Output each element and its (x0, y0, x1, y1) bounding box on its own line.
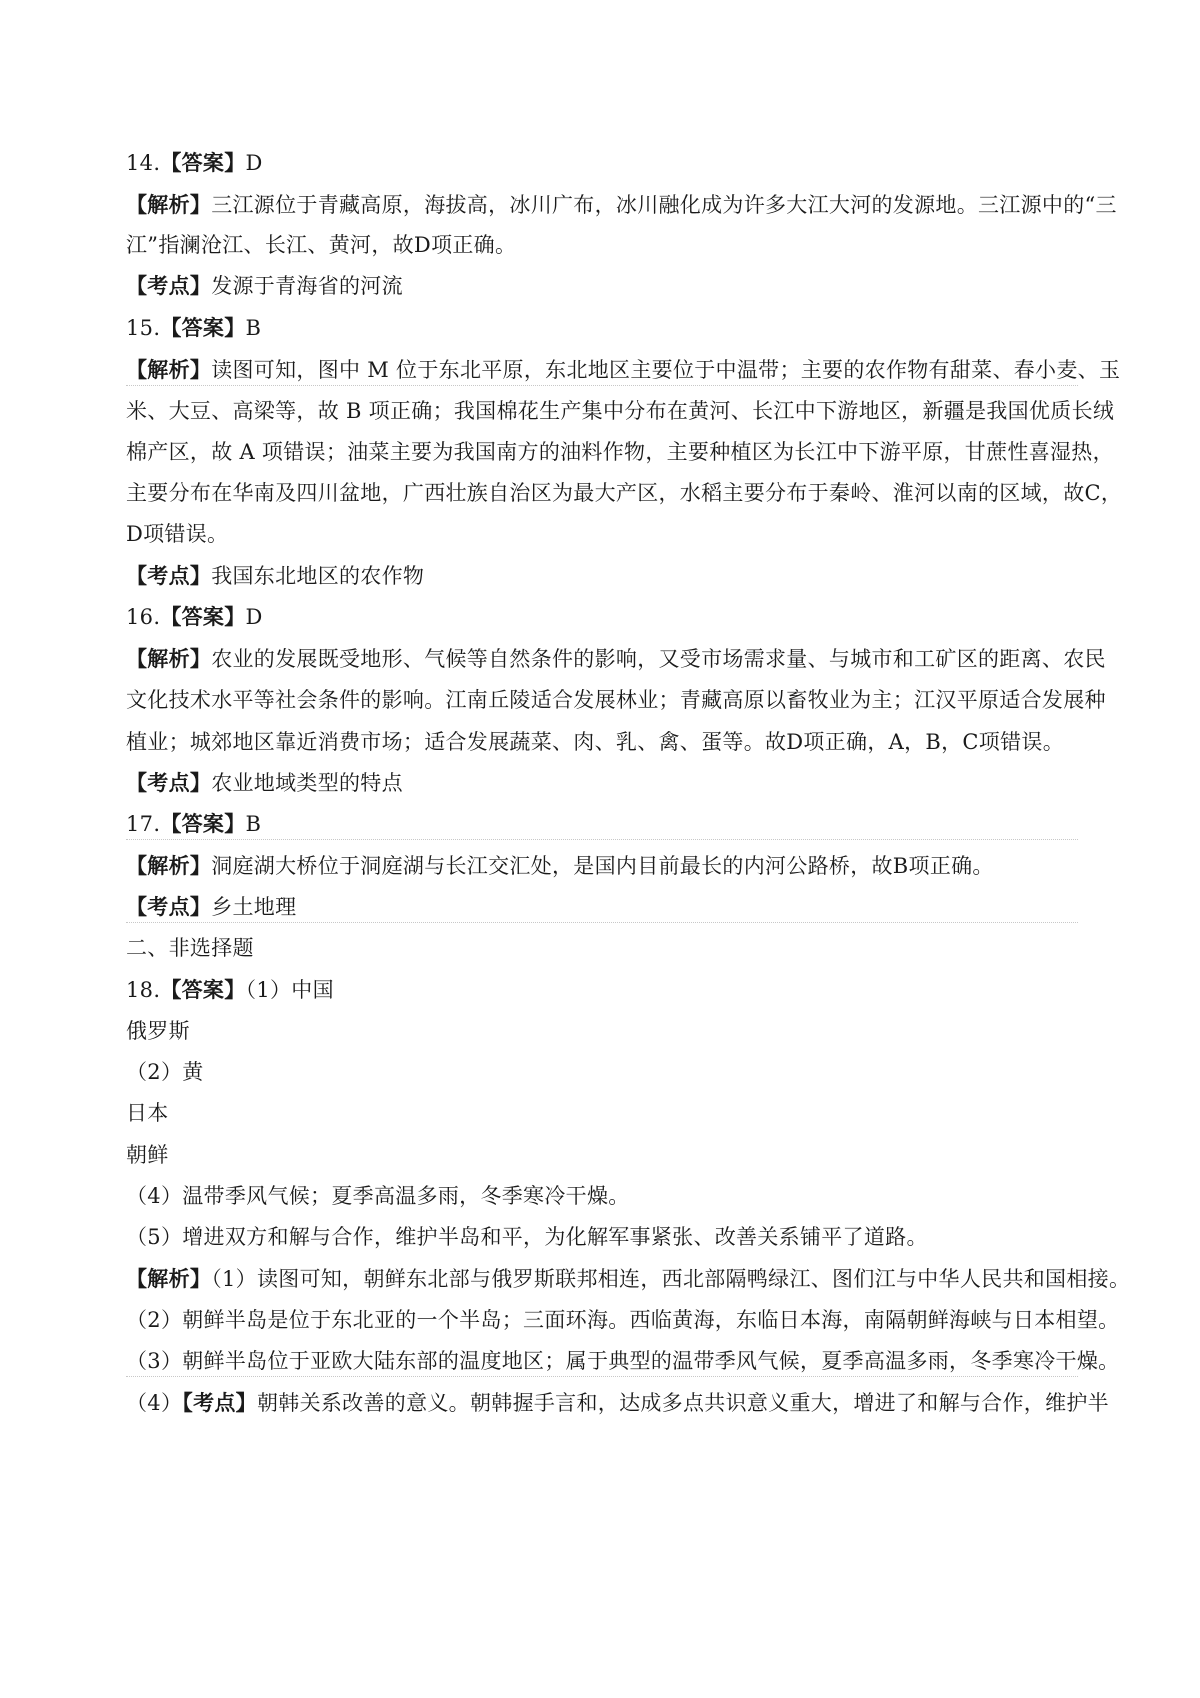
analysis-tag: 【解析】 (126, 646, 212, 671)
point-tag: 【考点】 (126, 770, 212, 795)
analysis-text: 江”指澜沧江、长江、黄河，故D项正确。 (126, 233, 517, 257)
q16-analysis-line-3 (126, 727, 1078, 757)
q18-analysis-line-2: （2）朝鲜半岛是位于东北亚的一个半岛；三面环海。西临黄海，东临日本海，南隔朝鲜海峡与日本相望。 (126, 1308, 1120, 1332)
q15-analysis-line-1 (126, 355, 1121, 386)
analysis-text: （1）读图可知，朝鲜东北部与俄罗斯联邦相连，西北部隔鸭绿江、图们江与中华人民共和国相接。 (211, 1267, 1131, 1291)
point-tag: 【考点】 (126, 273, 212, 298)
analysis-text: D项错误。 (126, 522, 229, 546)
q15-analysis-line-4 (126, 478, 1123, 508)
analysis-text: 农业的发展既受地形、气候等自然条件的影响，又受市场需求量、与城市和工矿区的距离、农民 (211, 647, 1106, 671)
answer-tag: 【答案】 (160, 811, 246, 836)
answer-tag: 【答案】 (160, 977, 246, 1002)
q18-analysis-line-4 (126, 1388, 1109, 1418)
answer-value: D (245, 605, 263, 629)
q18-answer-4: （4）温带季风气候；夏季高温多雨，冬季寒冷干燥。 (126, 1184, 630, 1208)
q16-point-line (126, 768, 1078, 798)
q18-answer-1b: 俄罗斯 (126, 1019, 190, 1043)
q14-answer-line (126, 148, 1078, 178)
analysis-text: 洞庭湖大桥位于洞庭湖与长江交汇处，是国内目前最长的内河公路桥，故B项正确。 (211, 854, 994, 878)
q15-point-line (126, 561, 1078, 591)
analysis-text: 主要分布在华南及四川盆地，广西壮族自治区为最大产区，水稻主要分布于秦岭、淮河以南的区域，故C， (126, 481, 1123, 505)
answer-value: D (245, 151, 263, 175)
question-number: 18. (126, 978, 161, 1002)
analysis-text: 朝韩关系改善的意义。朝韩握手言和，达成多点共识意义重大，增进了和解与合作，维护半 (256, 1391, 1109, 1415)
analysis-text: 文化技术水平等社会条件的影响。江南丘陵适合发展林业；青藏高原以畜牧业为主；江汉平原适合发展种 (126, 688, 1106, 712)
point-text: 乡土地理 (211, 895, 297, 919)
answer-value: B (245, 812, 262, 836)
analysis-text: 米、大豆、高梁等，故 B 项正确；我国棉花生产集中分布在黄河、长江中下游地区，新疆是我国优质长绒 (126, 399, 1115, 423)
question-number: 14. (126, 151, 161, 175)
q18-answer-line (126, 975, 1078, 1005)
section-title: 二、非选择题 (126, 936, 254, 960)
analysis-tag: 【解析】 (126, 1266, 212, 1291)
question-number: 17. (126, 812, 161, 836)
point-text: 我国东北地区的农作物 (211, 564, 425, 588)
q16-analysis-line-1 (126, 644, 1106, 674)
q18-answer-2b: 日本 (126, 1101, 169, 1125)
q14-analysis-line-2 (126, 230, 1078, 260)
q14-analysis-line-1 (126, 190, 1117, 220)
analysis-text: 植业；城郊地区靠近消费市场；适合发展蔬菜、肉、乳、禽、蛋等。故D项正确，A，B，C项错误。 (126, 730, 1064, 754)
analysis-text: 三江源位于青藏高原，海拔高，冰川广布，冰川融化成为许多大江大河的发源地。三江源中的“三 (211, 193, 1117, 217)
q15-analysis-line-2 (126, 396, 1115, 426)
answer-tag: 【答案】 (160, 150, 246, 175)
q14-point-line (126, 271, 1078, 301)
analysis-tag: 【解析】 (126, 357, 212, 382)
q17-point-line (126, 892, 1078, 923)
analysis-tag: 【解析】 (126, 192, 212, 217)
analysis-tag: 【解析】 (126, 853, 212, 878)
answer-part-1: （1）中国 (245, 978, 334, 1002)
q15-analysis-line-5 (126, 519, 1078, 549)
q17-analysis-line-1 (126, 851, 1078, 881)
q16-analysis-line-2 (126, 685, 1106, 715)
q18-answer-2: （2）黄 (126, 1060, 204, 1084)
q18-answer-2c: 朝鲜 (126, 1143, 169, 1167)
q16-answer-line (126, 602, 1078, 632)
point-text: 发源于青海省的河流 (211, 274, 403, 298)
analysis-prefix: （4） (126, 1391, 183, 1415)
q15-answer-line (126, 313, 1078, 343)
q15-analysis-line-3 (126, 437, 1114, 467)
q18-analysis-line-1 (126, 1264, 1131, 1294)
point-tag: 【考点】 (182, 1390, 257, 1415)
q18-answer-5: （5）增进双方和解与合作，维护半岛和平，为化解军事紧张、改善关系铺平了道路。 (126, 1225, 928, 1249)
q18-analysis-line-3: （3）朝鲜半岛位于亚欧大陆东部的温度地区；属于典型的温带季风气候，夏季高温多雨，冬季寒冷干燥。 (126, 1346, 1078, 1377)
point-tag: 【考点】 (126, 894, 212, 919)
question-number: 15. (126, 316, 161, 340)
point-text: 农业地域类型的特点 (211, 771, 403, 795)
answer-tag: 【答案】 (160, 604, 246, 629)
q17-answer-line (126, 809, 1078, 840)
point-tag: 【考点】 (126, 563, 212, 588)
analysis-text: 读图可知，图中 M 位于东北平原，东北地区主要位于中温带；主要的农作物有甜菜、春小麦、玉 (211, 358, 1121, 382)
answer-value: B (245, 316, 262, 340)
question-number: 16. (126, 605, 161, 629)
answer-tag: 【答案】 (160, 315, 246, 340)
analysis-text: 棉产区，故 A 项错误；油菜主要为我国南方的油料作物，主要种植区为长江中下游平原，甘蔗性喜湿热， (126, 440, 1114, 464)
